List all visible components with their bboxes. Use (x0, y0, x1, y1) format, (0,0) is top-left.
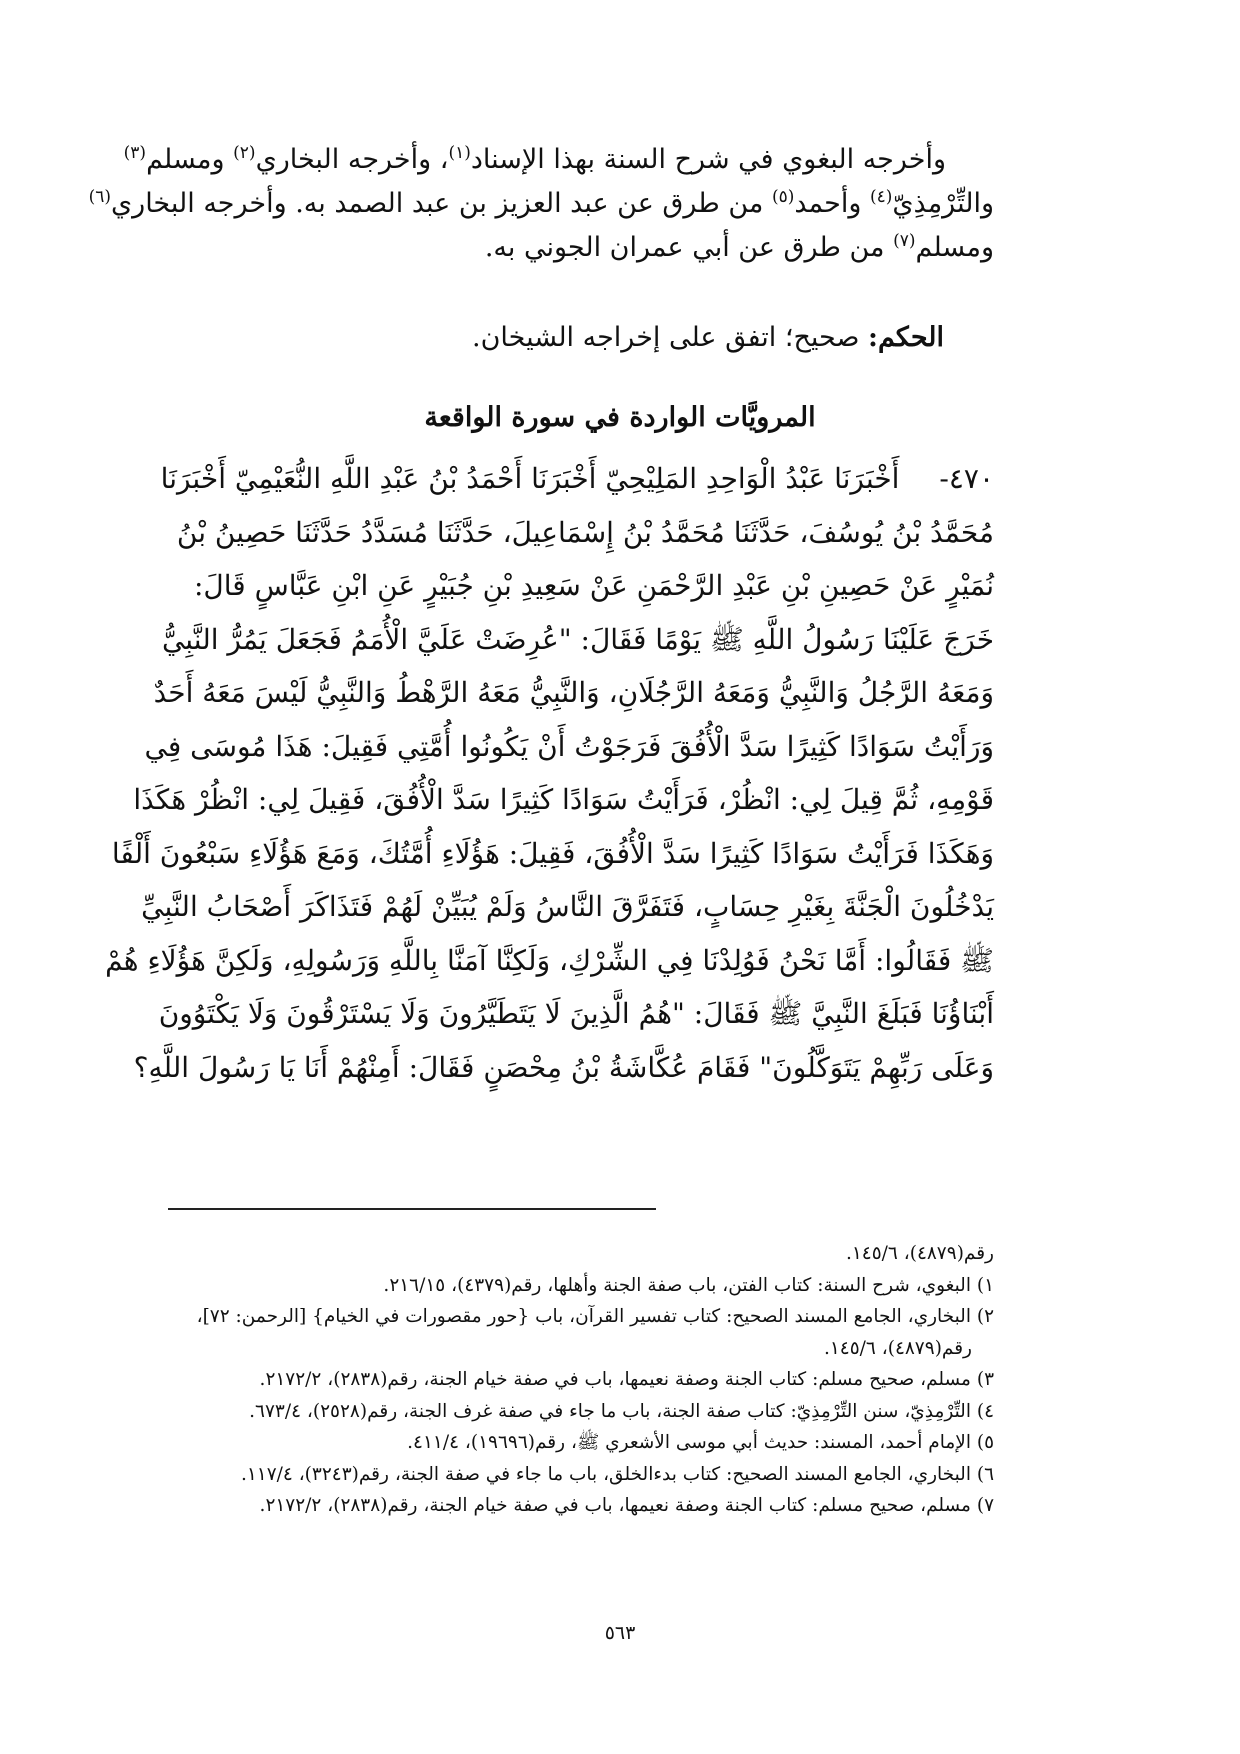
hadith-line: وَرَأَيْتُ سَوَادًا كَثِيرًا سَدَّ الْأُفُقَ فَرَجَوْتُ أَنْ يَكُونُوا أُمَّتِي فَقِيلَ: هَذَا مُوسَى فِي (144, 729, 994, 763)
hadith-line: أَبْنَاؤُنَا فَبَلَغَ النَّبِيَّ ﷺ فَقَالَ: "هُمُ الَّذِينَ لَا يَتَطَيَّرُونَ وَلَا يَسْتَرْقُونَ وَلَا يَكْتَوُونَ (158, 997, 994, 1030)
footnote-ref-6[interactable]: (٦) (88, 187, 112, 207)
footnote-4: ٤) التِّرْمِذِيّ، سنن التِّرْمِذِيّ: كتاب صفة الجنة، باب ما جاء في صفة غرف الجنة، رقم(٢٥٢٨)، ٦٧٣/٤. (249, 1400, 994, 1422)
hadith-text: أَخْبَرَنَا عَبْدُ الْوَاحِدِ المَلِيْحِيّ أَخْبَرَنَا أَحْمَدُ بْنُ عَبْدِ اللَّهِ النُّعَيْمِيّ أَخْبَرَنَا (160, 462, 900, 495)
section-heading: المرويَّات الواردة في سورة الواقعة (424, 402, 816, 433)
page-number: ٥٦٣ (604, 1622, 636, 1644)
footnote-2: ٢) البخاري، الجامع المسند الصحيح: كتاب تفسير القرآن، باب {حور مقصورات في الخيام} [الرحمن: ٧٢]، (196, 1306, 994, 1327)
hadith-line: نُمَيْرٍ عَنْ حَصِينِ بْنِ عَبْدِ الرَّحْمَنِ عَنْ سَعِيدِ بْنِ جُبَيْرٍ عَنِ ابْنِ عَبَّاسٍ قَالَ: (194, 569, 994, 602)
footnote-2-continuation: رقم(٤٨٧٩)، ١٤٥/٦. (823, 1337, 972, 1359)
hadith-line: مُحَمَّدُ بْنُ يُوسُفَ، حَدَّثَنَا مُحَمَّدُ بْنُ إِسْمَاعِيلَ، حَدَّثَنَا مُسَدَّدُ حَدَّثَنَا حَصِينُ بْنُ (176, 515, 994, 549)
footnote-1: ١) البغوي، شرح السنة: كتاب الفتن، باب صفة الجنة وأهلها، رقم(٤٣٧٩)، ٢١٦/١٥. (383, 1274, 994, 1296)
hadith-line: قَوْمِهِ، ثُمَّ قِيلَ لِي: انْظُرْ، فَرَأَيْتُ سَوَادًا كَثِيرًا سَدَّ الْأُفُقَ، فَقِيلَ لِي: انْظُرْ هَكَذَا (133, 783, 994, 816)
hadith-line: خَرَجَ عَلَيْنَا رَسُولُ اللَّهِ ﷺ يَوْمًا فَقَالَ: "عُرِضَتْ عَلَيَّ الْأُمَمُ فَجَعَلَ يَمُرُّ النَّبِيُّ (161, 622, 994, 656)
hadith-line: وَمَعَهُ الرَّجُلُ وَالنَّبِيُّ وَمَعَهُ الرَّجُلَانِ، وَالنَّبِيُّ مَعَهُ الرَّهْطُ وَالنَّبِيُّ لَيْسَ مَعَهُ أَحَدٌ (153, 676, 994, 709)
intro-line-3 (194, 226, 994, 270)
intro-text: ، وأخرجه البخاري (255, 144, 449, 175)
intro-text: ومسلم (915, 232, 994, 263)
hadith-line: يَدْخُلُونَ الْجَنَّةَ بِغَيْرِ حِسَابٍ، فَتَفَرَّقَ النَّاسُ وَلَمْ يُبَيِّنْ لَهُمْ فَتَذَاكَرَ أَصْحَابُ النَّبِيِّ (141, 890, 994, 923)
hadith-number: ٤٧٠- (939, 462, 994, 495)
footnote-ref-1[interactable]: (١) (448, 143, 471, 163)
intro-text: من طرق عن أبي عمران الجوني به. (484, 232, 894, 263)
footnote-ref-7[interactable]: (٧) (893, 231, 916, 251)
intro-text: من طرق عن عبد العزيز بن عبد الصمد به. وأخرجه البخاري (111, 188, 772, 219)
intro-line-1 (123, 138, 994, 182)
footnote-7: ٧) مسلم، صحيح مسلم: كتاب الجنة وصفة نعيمها، باب في صفة خيام الجنة، رقم(٢٨٣٨)، ٢١٧٢/٢. (259, 1495, 994, 1516)
footnote-ref-2[interactable]: (٢) (233, 143, 256, 163)
footnote-5: ٥) الإمام أحمد، المسند: حديث أبي موسى الأشعري ﷺ، رقم(١٩٦٩٦)، ٤١١/٤. (407, 1432, 994, 1453)
hadith-paragraph (105, 452, 994, 1094)
footnote-3: ٣) مسلم، صحيح مسلم: كتاب الجنة وصفة نعيمها، باب في صفة خيام الجنة، رقم(٢٨٣٨)، ٢١٧٢/٢. (259, 1369, 994, 1390)
footnote-ref-3[interactable]: (٣) (123, 143, 147, 163)
footnote-6: ٦) البخاري، الجامع المسند الصحيح: كتاب بدءالخلق، باب ما جاء في صفة الجنة، رقم(٣٢٤٣)، ١١٧/٤. (240, 1463, 994, 1485)
footnote-carry-over: رقم(٤٨٧٩)، ١٤٥/٦. (845, 1243, 994, 1264)
intro-paragraph (88, 138, 994, 270)
footnote-ref-5[interactable]: (٥) (771, 187, 795, 207)
footnote-divider (168, 1208, 656, 1210)
intro-line-2 (88, 182, 994, 226)
verdict-line (472, 322, 944, 353)
hadith-line: وَعَلَى رَبِّهِمْ يَتَوَكَّلُونَ" فَقَامَ عُكَّاشَةُ بْنُ مِحْصَنٍ فَقَالَ: أَمِنْهُمْ أَنَا يَا رَسُولَ اللَّهِ؟ (133, 1050, 994, 1084)
footnotes (164, 1238, 994, 1522)
verdict-label: الحكم: (867, 322, 944, 353)
hadith-line: ﷺ فَقَالُوا: أَمَّا نَحْنُ فَوُلِدْنَا فِي الشِّرْكِ، وَلَكِنَّا آمَنَّا بِاللَّهِ وَرَسُولِهِ، وَلَكِنَّ هَؤُلَاءِ هُمْ (105, 943, 994, 977)
intro-text: وأخرجه البغوي في شرح السنة بهذا الإسناد (470, 144, 946, 175)
verdict-text: صحيح؛ اتفق على إخراجه الشيخان. (472, 322, 868, 353)
footnote-ref-4[interactable]: (٤) (869, 187, 893, 207)
intro-text: وأحمد (794, 188, 870, 219)
intro-text: والتِّرْمِذِيّ (892, 188, 994, 219)
hadith-line: وَهَكَذَا فَرَأَيْتُ سَوَادًا كَثِيرًا سَدَّ الْأُفُقَ، فَقِيلَ: هَؤُلَاءِ أُمَّتُكَ، وَمَعَ هَؤُلَاءِ سَبْعُونَ أَلْفًا (111, 836, 994, 870)
hadith-line (160, 452, 994, 506)
intro-text: ومسلم (146, 144, 234, 175)
